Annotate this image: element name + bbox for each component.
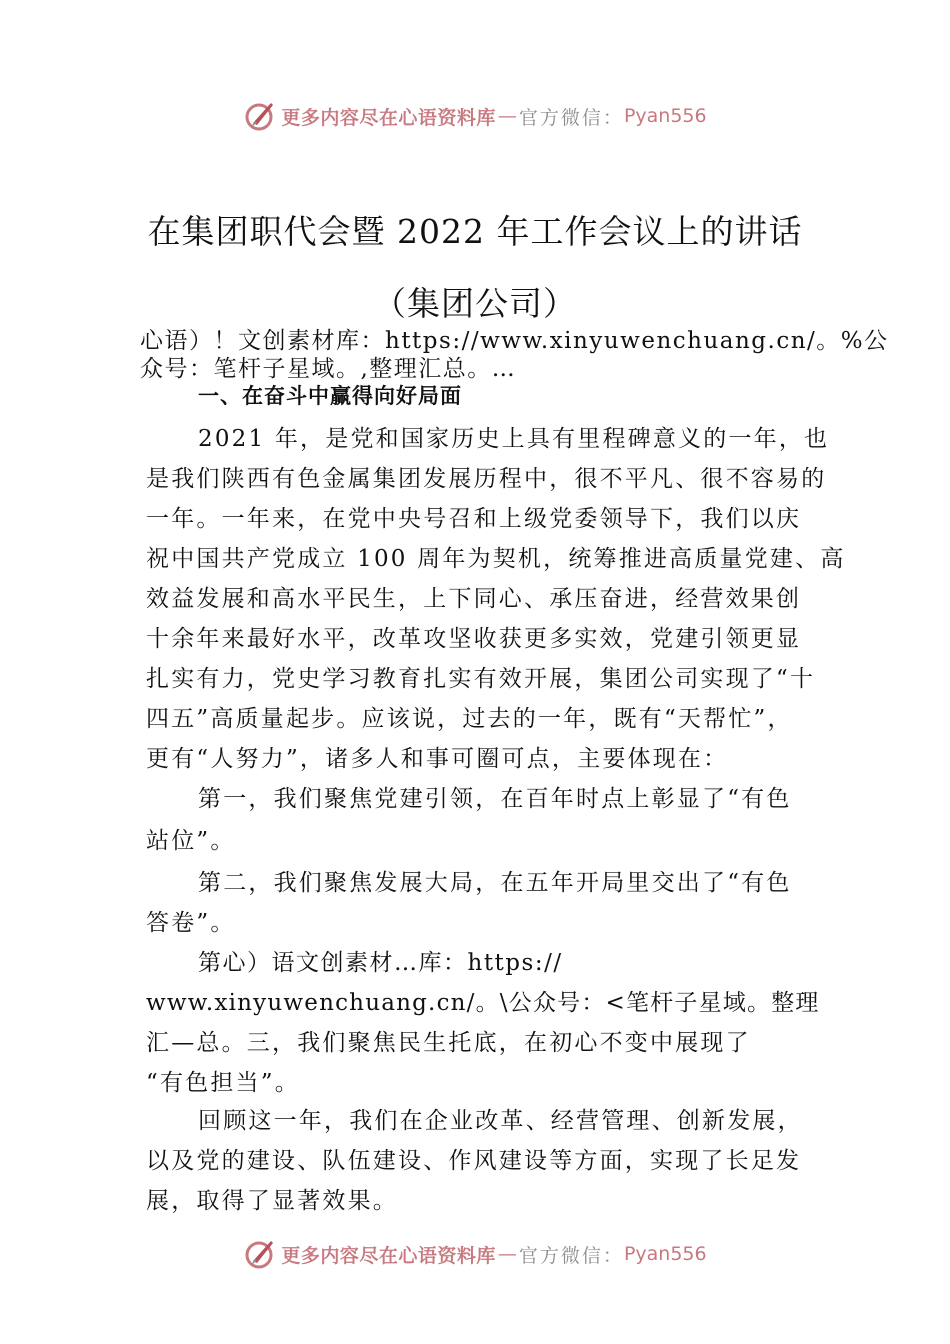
- paragraph-line: 站位”。: [146, 828, 236, 854]
- paragraph-line: 更有“人努力”，诸多人和事可圈可点，主要体现在：: [146, 746, 729, 772]
- watermark-official: 官方微信：: [518, 1244, 624, 1267]
- paragraph-line: 十余年来最好水平，改革攻坚收获更多实效，党建引领更显: [146, 626, 802, 652]
- paragraph-line: 效益发展和高水平民生，上下同心、承压奋进，经营效果创: [146, 586, 802, 612]
- watermark-brand: 更多内容尽在心语资料库: [281, 1244, 496, 1267]
- paragraph-line: 汇—总。三，我们聚焦民生托底，在初心不变中展现了: [146, 1030, 751, 1056]
- paragraph-line: 一年。一年来，在党中央号召和上级党委领导下，我们以庆: [146, 506, 802, 532]
- paragraph-line: 是我们陕西有色金属集团发展历程中，很不平凡、很不容易的: [146, 466, 827, 492]
- section-heading: 一、在奋斗中赢得向好局面: [198, 384, 462, 408]
- page-subtitle: （集团公司）: [373, 284, 577, 323]
- paragraph-line: 第二，我们聚焦发展大局，在五年开局里交出了“有色: [198, 870, 792, 896]
- watermark-id: Pyan556: [623, 1243, 707, 1265]
- paragraph-line: 第心）语文创素材…库：https://: [198, 950, 563, 976]
- noise-line-2: 众号：笔杆子星域。,整理汇总。…: [140, 356, 517, 382]
- paragraph-line: 答卷”。: [146, 910, 236, 936]
- paragraph-line: 祝中国共产党成立 100 周年为契机，统筹推进高质量党建、高: [146, 546, 846, 572]
- watermark-separator: —: [497, 1243, 517, 1265]
- watermark-official: 官方微信：: [518, 106, 624, 129]
- paragraph-line: 展，取得了显著效果。: [146, 1188, 398, 1214]
- watermark-brand: 更多内容尽在心语资料库: [281, 106, 496, 129]
- paragraph-line: 第一，我们聚焦党建引领，在百年时点上彰显了“有色: [198, 786, 792, 812]
- page-title: 在集团职代会暨 2022 年工作会议上的讲话: [147, 212, 803, 251]
- paragraph-line: 以及党的建设、队伍建设、作风建设等方面，实现了长足发: [146, 1148, 802, 1174]
- paragraph-line: 回顾这一年，我们在企业改革、经营管理、创新发展，: [198, 1108, 803, 1134]
- header-watermark: [0, 96, 950, 136]
- paragraph-line: 四五”高质量起步。应该说，过去的一年，既有“天帮忙”，: [146, 706, 793, 732]
- watermark-id: Pyan556: [623, 105, 707, 127]
- quill-logo-icon: [243, 99, 277, 133]
- watermark-separator: —: [497, 105, 517, 127]
- noise-line-1: 心语）！文创素材库：https://www.xinyuwenchuang.cn/。%公: [140, 328, 889, 354]
- paragraph-line: www.xinyuwenchuang.cn/。\公众号：<笔杆子星域。整理: [146, 990, 820, 1016]
- paragraph-line: 扎实有力，党史学习教育扎实有效开展，集团公司实现了“十: [146, 666, 816, 692]
- quill-logo-icon: [243, 1237, 277, 1271]
- paragraph-line: 2021 年，是党和国家历史上具有里程碑意义的一年，也: [198, 426, 830, 452]
- paragraph-line: “有色担当”。: [146, 1070, 300, 1096]
- footer-watermark: [0, 1234, 950, 1274]
